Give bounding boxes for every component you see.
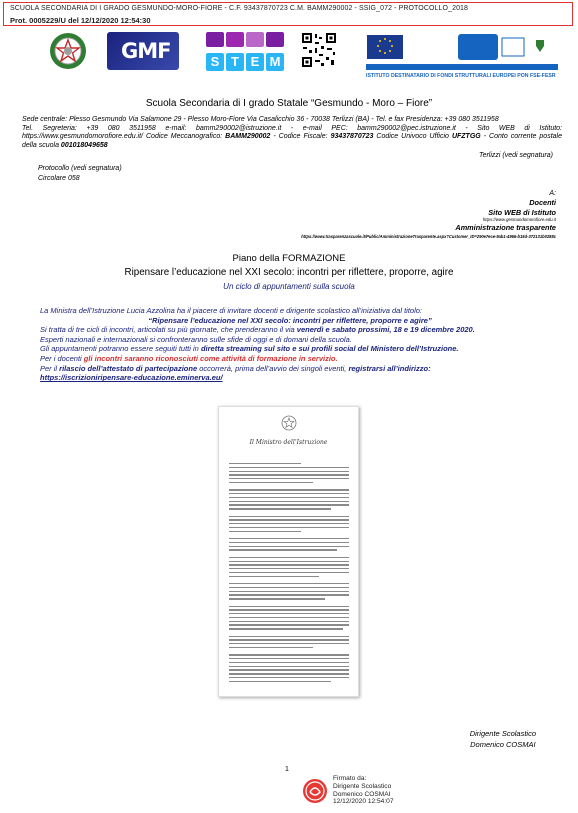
letter-text-line — [229, 489, 349, 490]
sig-line: 12/12/2020 12:54:07 — [333, 798, 394, 806]
letter-text-line — [229, 662, 349, 663]
signature-block — [470, 728, 536, 750]
letter-text-line — [229, 576, 319, 577]
stem-logo — [206, 32, 284, 74]
letter-text-line — [229, 673, 349, 674]
stem-letter-s: S — [206, 53, 224, 71]
circolare: Circolare 058 — [38, 175, 80, 182]
letter-text-line — [229, 591, 349, 592]
letter-text-line — [229, 493, 349, 494]
body-text-span: Per il — [40, 363, 60, 373]
italian-republic-emblem-icon — [48, 31, 88, 71]
letter-text-line — [229, 504, 349, 505]
letter-text-line — [229, 621, 349, 622]
letter-text-line — [229, 587, 349, 588]
letter-text-line — [229, 681, 331, 682]
letter-text-line — [229, 594, 349, 595]
letter-text-line — [229, 658, 349, 659]
letter-text-line — [229, 636, 349, 637]
letter-text-line — [229, 666, 349, 667]
letter-text-line — [229, 639, 349, 640]
letter-text-line — [229, 606, 349, 607]
event-title: “Ripensare l’educazione nel XXI secolo: incontri per riflettere, proporre e agire” — [148, 315, 432, 325]
letter-text-line — [229, 471, 349, 472]
conto-number: 001018049658 — [60, 141, 108, 149]
body-paragraph: La Ministra dell’Istruzione Lucia Azzolina ha il piacere di invitare docenti e dirigente scolastico all’iniziativa dal titolo: — [40, 306, 423, 315]
recipients-a: A: — [549, 190, 556, 197]
body-paragraph: Esperti nazionali e internazionali si confronteranno sulle sfide di oggi e di domani della scuola. — [40, 334, 352, 344]
mecc-code: BAMM290002 — [225, 133, 271, 141]
body-text-span: Per i docenti — [40, 353, 84, 363]
body-text-span: Gli appuntamenti potranno essere seguiti tutti in — [40, 344, 201, 354]
protocollo: Protocollo (vedi segnatura) — [38, 165, 122, 172]
letter-text-line — [229, 628, 343, 629]
address-text: - Conto corrente postale della scuola — [22, 133, 562, 149]
letter-text-line — [229, 538, 349, 539]
letter-text-line — [229, 624, 349, 625]
letter-text-line — [229, 531, 301, 532]
letter-text-line — [229, 669, 349, 670]
letter-text-line — [229, 482, 313, 483]
ufficio-code: UFZTGG — [451, 133, 481, 141]
letter-text-line — [229, 463, 301, 464]
republic-emblem-icon — [281, 415, 297, 431]
protocol-reference — [38, 164, 122, 184]
letter-text-line — [229, 583, 349, 584]
address-text: Codice Univoco Ufficio — [373, 133, 452, 141]
letter-text-line — [229, 549, 337, 550]
recipient-docenti: Docenti — [529, 198, 556, 208]
protocol-stamp — [3, 2, 573, 26]
digital-signature-text — [333, 775, 394, 806]
page-number: 1 — [285, 766, 289, 773]
letter-text-line — [229, 609, 349, 610]
event-dates: venerdì e sabato prossimi, 18 e 19 dicembre 2020. — [296, 325, 475, 335]
letter-text-line — [229, 542, 349, 543]
sito-url[interactable]: https://www.gesmundomorofiore.edu.it — [482, 217, 556, 223]
letter-text-line — [229, 557, 349, 558]
gmf-logo — [107, 32, 179, 70]
amministrazione-url[interactable]: https://www.trasparenzascuole.it/Public/AmministrazioneTrasparente.aspx?Customer_ID=290e7ece-9ab1-4966-b15d-372131b0288c — [301, 234, 556, 239]
gmf-logo-text: GMF — [121, 39, 171, 63]
certificate-info: rilascio dell’attestato di partecipazione — [59, 363, 198, 373]
plan-subtitle: Ripensare l’educazione nel XXI secolo: incontri per riflettere, proporre, agire — [124, 267, 454, 278]
letter-text-line — [229, 467, 349, 468]
letter-text-lines — [229, 463, 349, 685]
digital-signature-seal-icon — [302, 778, 328, 804]
letter-text-line — [229, 519, 349, 520]
body-text-span: occorrerà, prima dell’avvio dei singoli eventi, — [197, 363, 349, 373]
letter-text-line — [229, 516, 349, 517]
letter-text-line — [229, 598, 325, 599]
signature-name: Domenico COSMAI — [470, 740, 536, 749]
protocol-number: Prot. 0005229/U del 12/12/2020 12:54:30 — [10, 16, 151, 25]
qr-code-icon — [301, 32, 337, 68]
letter-text-line — [229, 474, 349, 475]
stem-letter-e: E — [246, 53, 264, 71]
pon-caption: ISTITUTO DESTINATARIO DI FONDI STRUTTURALI EUROPEI PON FSE-FESR — [366, 73, 556, 79]
protocol-line: SCUOLA SECONDARIA DI I GRADO GESMUNDO-MORO-FIORE - C.F. 93437870723 C.M. BAMM290002 - SSIG_072 - PROTOCOLLO_2018 — [10, 5, 469, 12]
letter-text-line — [229, 478, 349, 479]
letter-text-line — [229, 643, 349, 644]
pon-fondi-strutturali-logo — [366, 32, 558, 72]
address-text: - Codice Fiscale: — [270, 133, 331, 141]
sig-line: Dirigente Scolastico — [333, 782, 392, 790]
sig-line: Firmato da: — [333, 775, 367, 782]
letter-text-line — [229, 613, 349, 614]
sig-line: Domenico COSMAI — [333, 790, 391, 798]
body-paragraph — [40, 325, 540, 335]
place-date: Terlizzi (vedi segnatura) — [478, 152, 553, 159]
plan-title: Piano della FORMAZIONE — [232, 253, 346, 264]
letter-text-line — [229, 523, 349, 524]
body-text-span: Si tratta di tre cicli di incontri, articolati su più giornate, che prenderanno il via — [40, 325, 297, 335]
registration-link[interactable]: https://iscrizioniripensare-educazione.eminerva.eu/ — [40, 373, 223, 383]
letter-text-line — [229, 561, 349, 562]
stem-letter-t: T — [226, 53, 244, 71]
letter-text-line — [229, 617, 349, 618]
school-title: Scuola Secondaria di I grado Statale “Gesmundo - Moro – Fiore” — [145, 98, 433, 109]
body-paragraph — [40, 344, 540, 354]
stem-tile-icon — [226, 32, 244, 47]
register-info: registrarsi all’indirizzo: — [348, 363, 431, 373]
stem-tile-icon — [206, 32, 224, 47]
letter-text-line — [229, 677, 349, 678]
signature-role: Dirigente Scolastico — [469, 729, 536, 738]
address-details — [22, 125, 562, 151]
body-paragraph — [40, 354, 540, 364]
letter-text-line — [229, 546, 349, 547]
stem-letter-m: M — [266, 53, 284, 71]
letter-text-line — [229, 572, 349, 573]
letter-text-line — [229, 564, 349, 565]
address-text: Tel. Segreteria: +39 080 3511958 e-mail: bamm290002@istruzione.it - e-mail PEC: bamm290002@pec.istruzione.it - Sito WEB di Istituto: https://www.gesmundomorofiore.edu.it/ Codice Meccanografico: — [22, 124, 562, 141]
streaming-info: diretta streaming sul sito e sui profili social del Ministero dell’Istruzione. — [200, 344, 459, 354]
fiscal-code: 93437870723 — [330, 133, 374, 141]
letter-heading: Il Ministro dell’Istruzione — [249, 439, 328, 446]
address-line: Sede centrale: Plesso Gesmundo Via Salamone 29 - Plesso Moro-Fiore Via Casalicchio 36 - 70038 Terlizzi (BA) - Tel. e fax Presidenza: +39 080 3511958 — [22, 116, 499, 123]
recipient-amministrazione: Amministrazione trasparente — [455, 223, 556, 233]
letter-text-line — [229, 501, 349, 502]
letter-text-line — [229, 568, 349, 569]
recipients — [455, 189, 556, 233]
stem-tile-icon — [246, 32, 264, 47]
body-paragraph — [40, 364, 540, 374]
letter-text-line — [229, 647, 313, 648]
body-text — [40, 306, 540, 383]
letter-text-line — [229, 654, 349, 655]
recipient-sito-web: Sito WEB di Istituto — [488, 207, 556, 217]
letter-text-line — [229, 527, 349, 528]
plan-cycle: Un ciclo di appuntamenti sulla scuola — [223, 282, 355, 291]
embedded-letter — [218, 406, 359, 697]
school-address — [22, 116, 562, 150]
letter-text-line — [229, 497, 349, 498]
digital-signature — [300, 775, 420, 809]
stem-tile-icon — [266, 32, 284, 47]
training-recognition: gli incontri saranno riconosciuti come attività di formazione in servizio. — [83, 353, 338, 363]
letter-text-line — [229, 508, 331, 509]
body-paragraph — [40, 373, 540, 383]
plan-heading — [0, 253, 578, 291]
